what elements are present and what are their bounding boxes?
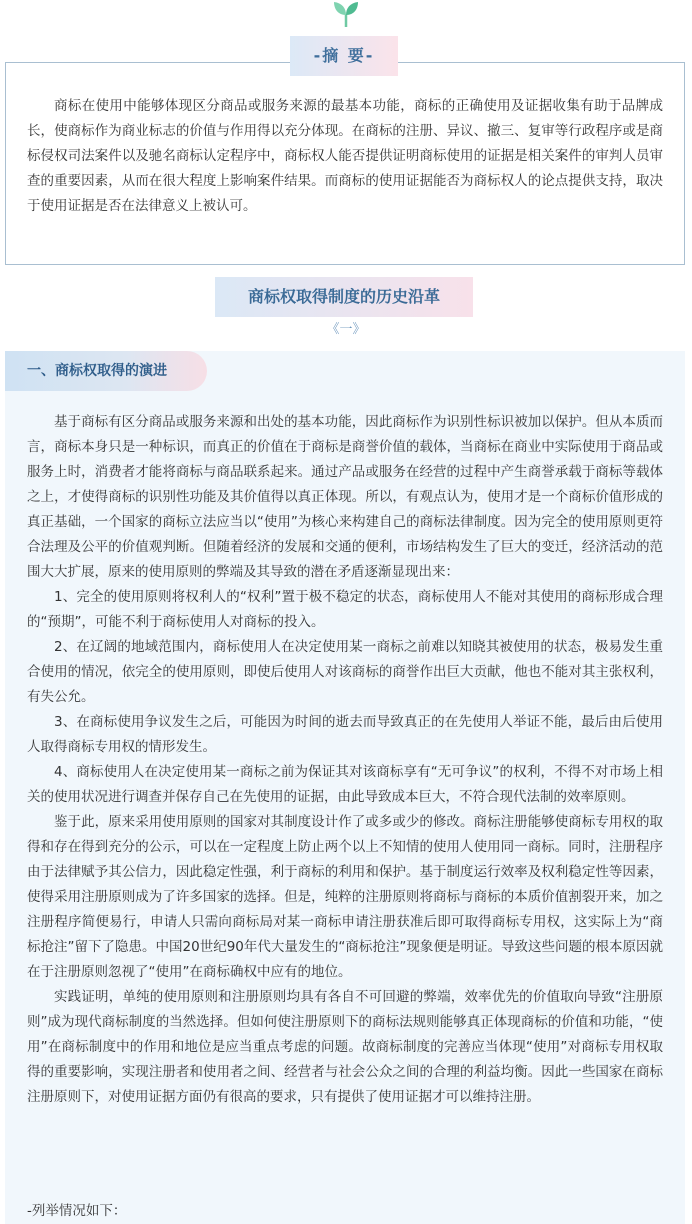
sprout-icon (328, 0, 364, 28)
paragraph: 鉴于此，原来采用使用原则的国家对其制度设计作了或多或少的修改。商标注册能够使商标专用权的取得和存在得到充分的公示，可以在一定程度上防止两个以上不知情的使用人使用同一商标。同时，注册程序由于法律赋予其公信力，因此稳定性强，利于商标的利用和保护。基于制度运行效率及权利稳定性等因素，使得采用注册原则成为了许多国家的选择。但是，纯粹的注册原则将商标与商标的本质价值割裂开来，加之注册程序简便易行，申请人只需向商标局对某一商标申请注册获准后即可取得商标专用权，这实际上为“商标抢注”留下了隐患。中国20世纪90年代大量发生的“商标抢注”现象便是明证。导致这些问题的根本原因就在于注册原则忽视了“使用”在商标确权中应有的地位。 (27, 814, 663, 980)
paragraph: 3、在商标使用争议发生之后，可能因为时间的逝去而导致真正的在先使用人举证不能，最后由后使用人取得商标专用权的情形发生。 (27, 714, 663, 755)
abstract-text: 商标在使用中能够体现区分商品或服务来源的最基本功能，商标的正确使用及证据收集有助于品牌成长，使商标作为商业标志的价值与作用得以充分体现。在商标的注册、异议、撤三、复审等行政程序或是商标侵权司法案件以及驰名商标认定程序中，商标权人能否提供证明商标使用的证据是相关案件的审判人员审查的重要因素，从而在很大程度上影响案件结果。而商标的使用证据能否为商标权人的论点提供支持，取决于使用证据是否在法律意义上被认可。 (27, 98, 663, 214)
paragraph: 实践证明，单纯的使用原则和注册原则均具有各自不可回避的弊端，效率优先的价值取向导致“注册原则”成为现代商标制度的当然选择。但如何使注册原则下的商标法规则能够真正体现商标的价值和功能，“使用”在商标制度中的作用和地位是应当重点考虑的问题。故商标制度的完善应当体现“使用”对商标专用权取得的重要影响，实现注册者和使用者之间、经营者与社会公众之间的合理的利益均衡。因此一些国家在商标注册原则下，对使用证据方面仍有很高的要求，只有提供了使用证据才可以维持注册。 (27, 989, 663, 1105)
paragraph: 2、在辽阔的地域范围内，商标使用人在决定使用某一商标之前难以知晓其被使用的状态，极易发生重合使用的情况，依完全的使用原则，即使后使用人对该商标的商誉作出巨大贡献，他也不能对其主张权利，有失公允。 (27, 639, 663, 705)
paragraph: 4、商标使用人在决定使用某一商标之前为保证其对该商标享有“无可争议”的权利，不得不对市场上相关的使用状况进行调查并保存自己在先使用的证据，由此导致成本巨大，不符合现代法制的效率原则。 (27, 764, 663, 805)
paragraph: 1、完全的使用原则将权利人的“权利”置于极不稳定的状态，商标使用人不能对其使用的商标形成合理的“预期”，可能不利于商标使用人对商标的投入。 (27, 589, 663, 630)
paragraph: 基于商标有区分商品或服务来源和出处的基本功能，因此商标作为识别性标识被加以保护。但从本质而言，商标本身只是一种标识，而真正的价值在于商标是商誉价值的载体，当商标在商业中实际使用于商品或服务上时，消费者才能将商标与商品联系起来。通过产品或服务在经营的过程中产生商誉承载于商标等载体之上，才使得商标的识别性功能及其价值得以真正体现。所以，有观点认为，使用才是一个商标价值形成的真正基础，一个国家的商标立法应当以“使用”为核心来构建自己的商标法律制度。因为完全的使用原则更符合法理及公平的价值观判断。但随着经济的发展和交通的便利，市场结构发生了巨大的变迁，经济活动的范围大大扩展，原来的使用原则的弊端及其导致的潜在矛盾逐渐显现出来： (27, 414, 663, 580)
section-body (27, 410, 663, 1110)
history-subtitle: 《一》 (326, 322, 366, 337)
list-intro: -列举情况如下： (27, 1203, 127, 1219)
section-heading: 一、商标权取得的演进 (5, 351, 207, 391)
history-title: 商标权取得制度的历史沿革 (215, 277, 473, 317)
abstract-title: -摘 要- (290, 36, 398, 76)
